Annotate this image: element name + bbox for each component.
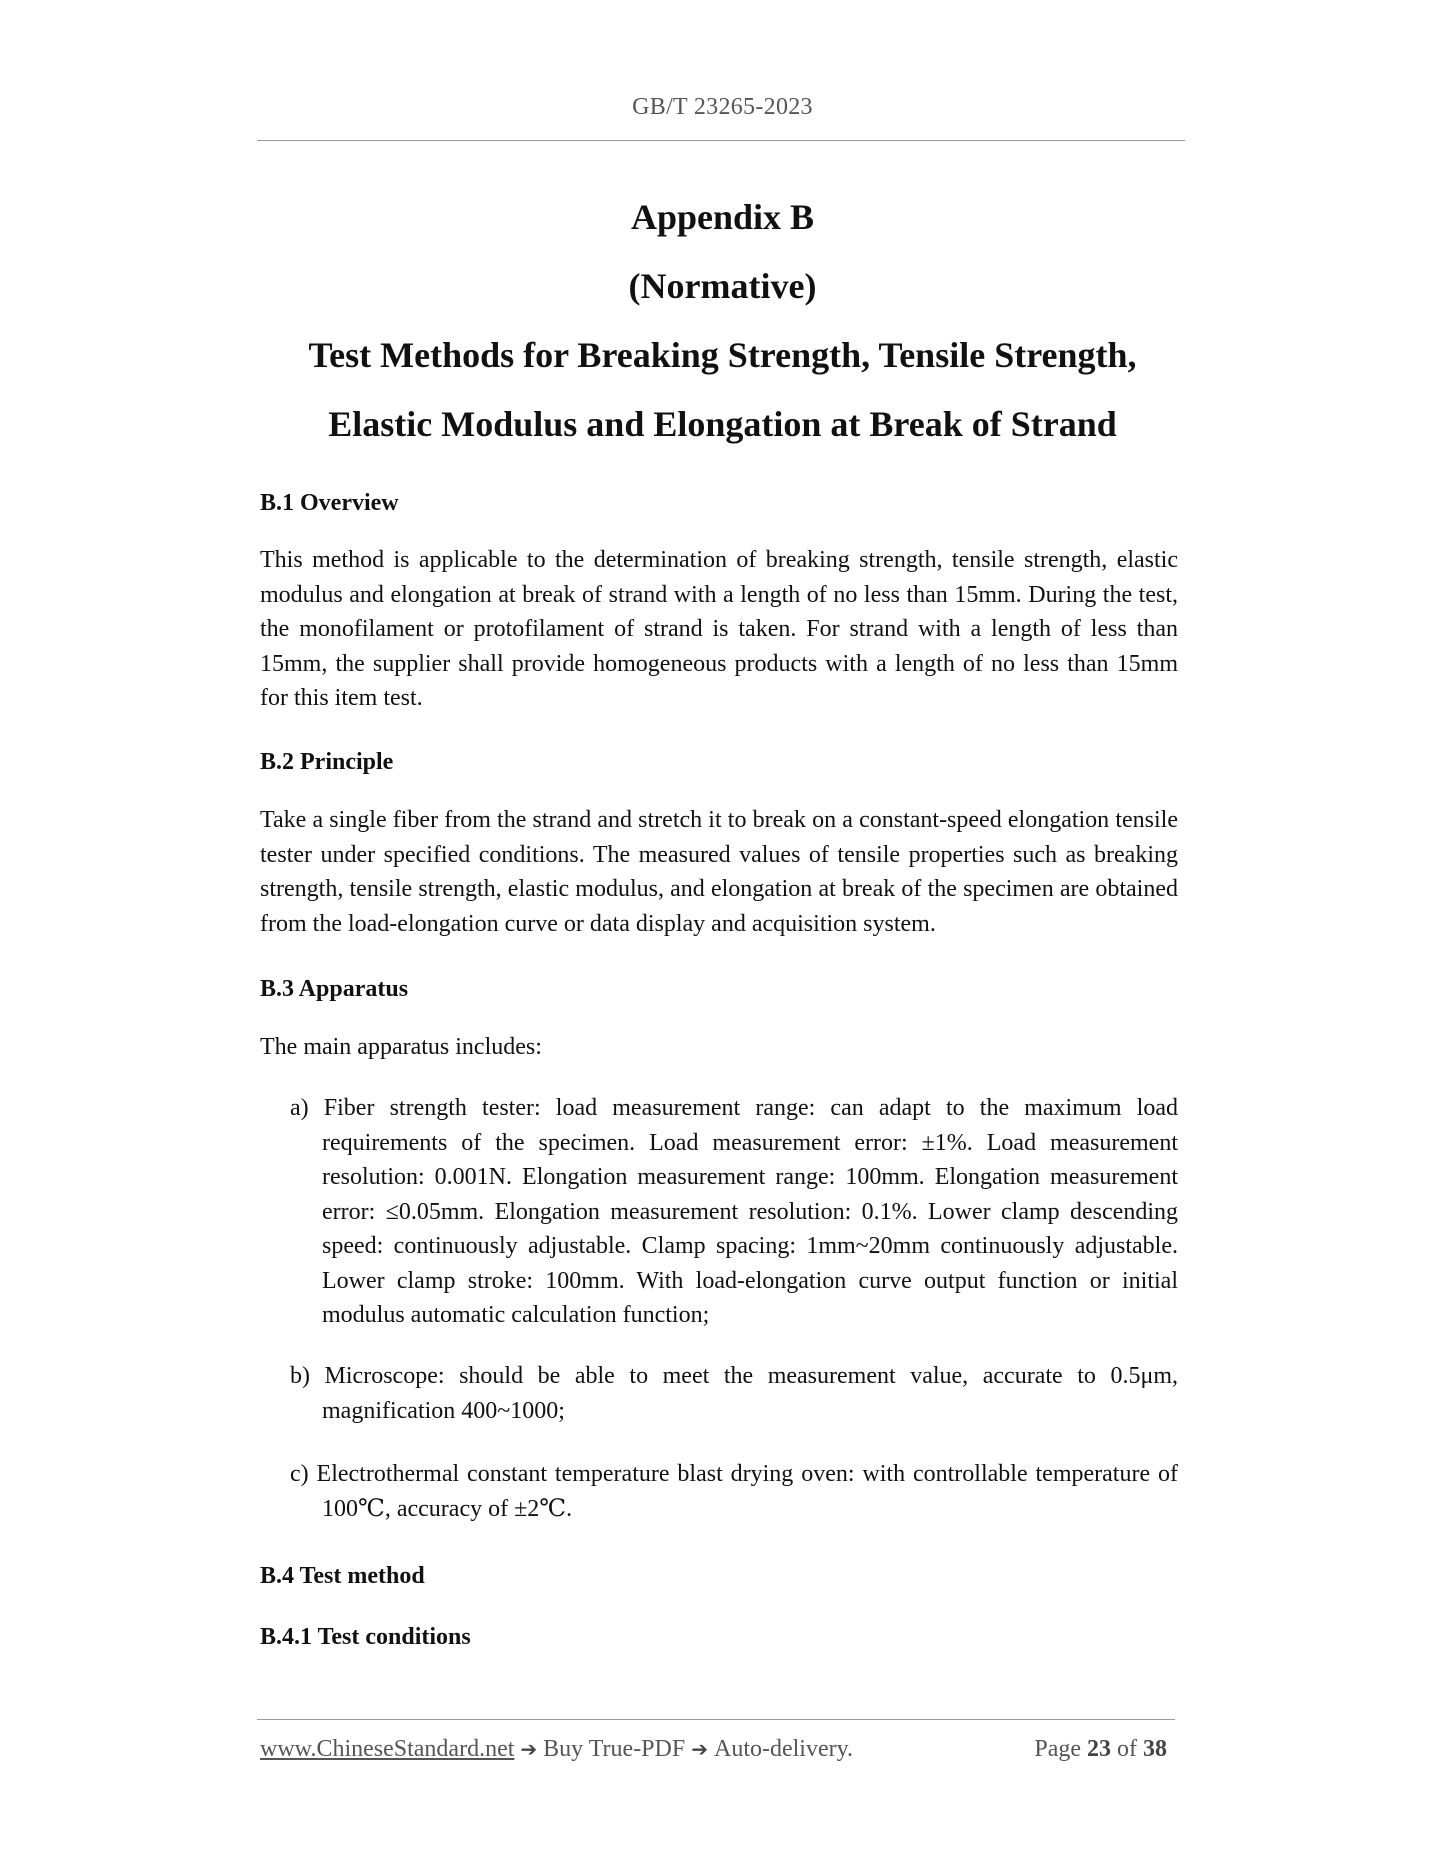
standard-code-header: GB/T 23265-2023 <box>632 94 813 120</box>
section-heading-principle: B.2 Principle <box>260 749 394 775</box>
current-page-number: 23 <box>1087 1736 1111 1762</box>
apparatus-intro: The main apparatus includes: <box>260 1034 542 1060</box>
apparatus-item-fiber-strength-tester: a) Fiber strength tester: load measurement range: can adapt to the maximum load requirements of the specimen. Load measurement error: ±1%. Load measurement resolution: 0.001N. Elongation measurement range: 100mm. Elongation measurement error: ≤0.05mm. Elongation measurement resolution: 0.1%. Lower clamp descending speed: continuously adjustable. Clamp spacing: 1mm~20mm continuously adjustable. Lower clamp stroke: 100mm. With load-elongation curve output function or initial modulus automatic calculation function; <box>290 1095 1178 1328</box>
arrow-right-icon: ➔ <box>691 1737 708 1761</box>
appendix-subject-line-1: Test Methods for Breaking Strength, Tensile Strength, <box>308 335 1137 375</box>
header-divider <box>257 140 1185 141</box>
apparatus-item-microscope: b) Microscope: should be able to meet the measurement value, accurate to 0.5μm, magnification 400~1000; <box>290 1363 1178 1424</box>
buy-true-pdf-text: Buy True-PDF <box>543 1736 686 1762</box>
principle-paragraph: Take a single fiber from the strand and stretch it to break on a constant-speed elongation tensile tester under specified conditions. The measured values of tensile properties such as breaking strength, tensile strength, elastic modulus, and elongation at break of the specimen are obtained from the load-elongation curve or data display and acquisition system. <box>260 807 1178 937</box>
footer-divider <box>257 1719 1175 1720</box>
section-heading-test-method: B.4 Test method <box>260 1563 425 1589</box>
total-page-count: 38 <box>1143 1736 1167 1762</box>
appendix-type: (Normative) <box>628 266 817 306</box>
arrow-right-icon: ➔ <box>520 1737 538 1761</box>
page-label: Page <box>1034 1736 1081 1762</box>
appendix-title: Appendix B <box>630 197 815 237</box>
section-heading-overview: B.1 Overview <box>260 490 399 516</box>
overview-paragraph: This method is applicable to the determination of breaking strength, tensile strength, elastic modulus and elongation at break of strand with a length of no less than 15mm. During the test, the monofilament or protofilament of strand is taken. For strand with a length of less than 15mm, the supplier shall provide homogeneous products with a length of no less than 15mm for this item test. <box>260 547 1178 711</box>
apparatus-item-drying-oven: c) Electrothermal constant temperature blast drying oven: with controllable temperature of 100℃, accuracy of ±2℃. <box>290 1461 1178 1522</box>
footer-promo <box>260 1736 853 1763</box>
section-heading-apparatus: B.3 Apparatus <box>260 976 409 1002</box>
appendix-subject-line-2: Elastic Modulus and Elongation at Break of Strand <box>328 404 1117 444</box>
of-label: of <box>1117 1736 1137 1762</box>
page-indicator <box>1034 1736 1167 1763</box>
auto-delivery-text: Auto-delivery. <box>713 1736 854 1762</box>
subsection-heading-test-conditions: B.4.1 Test conditions <box>260 1624 471 1650</box>
page-footer <box>260 1736 1175 1770</box>
website-link[interactable]: www.ChineseStandard.net <box>260 1736 515 1762</box>
